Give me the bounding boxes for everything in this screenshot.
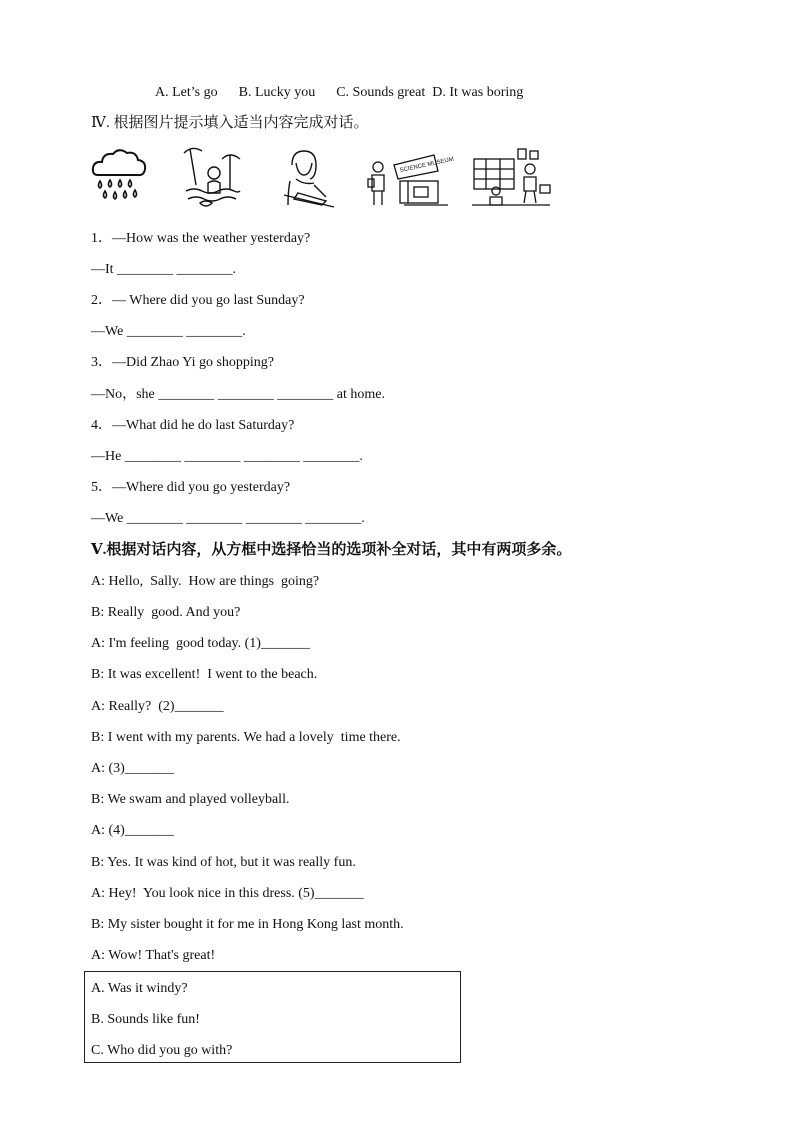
option-c: C. Who did you go with? [91, 1043, 233, 1058]
dialogue-line-6: B: I went with my parents. We had a lovely time there. [91, 730, 401, 745]
dialogue-line-5[interactable]: A: Really? (2)_______ [91, 699, 224, 714]
dialogue-line-12: B: My sister bought it for me in Hong Kong last month. [91, 917, 404, 932]
dialogue-line-2: B: Really good. And you? [91, 605, 241, 620]
rain-cloud-icon [88, 145, 150, 207]
q2-question: 2．— Where did you go last Sunday? [91, 293, 305, 308]
option-a: A. Was it windy? [91, 981, 188, 996]
q1-answer[interactable]: —It ________ ________. [91, 262, 237, 277]
answer-options-box [84, 971, 461, 1063]
previous-options-line: A. Let’s go B. Lucky you C. Sounds great D. It was boring [155, 85, 524, 100]
q4-answer[interactable]: —He ________ ________ ________ ________. [91, 449, 363, 464]
section-4-heading: Ⅳ. 根据图片提示填入适当内容完成对话。 [91, 115, 369, 131]
science-museum-icon [364, 145, 454, 211]
q5-answer[interactable]: —We ________ ________ ________ ________. [91, 511, 365, 526]
dialogue-line-7[interactable]: A: (3)_______ [91, 761, 174, 776]
option-b: B. Sounds like fun! [91, 1012, 200, 1027]
q3-question: 3．—Did Zhao Yi go shopping? [91, 355, 275, 370]
dialogue-line-13: A: Wow! That's great! [91, 948, 216, 963]
dialogue-line-4: B: It was excellent! I went to the beach. [91, 667, 318, 682]
q2-answer[interactable]: —We ________ ________. [91, 324, 246, 339]
dialogue-line-3[interactable]: A: I'm feeling good today. (1)_______ [91, 636, 310, 651]
dialogue-line-1: A: Hello, Sally. How are things going? [91, 574, 320, 589]
dialogue-line-9[interactable]: A: (4)_______ [91, 823, 174, 838]
museum-sign-text: SCIENCE MUSEUM [399, 156, 454, 174]
shop-icon [472, 145, 552, 207]
beach-icon [182, 145, 244, 211]
dialogue-line-11[interactable]: A: Hey! You look nice in this dress. (5)_______ [91, 886, 364, 901]
q5-question: 5．—Where did you go yesterday? [91, 480, 291, 495]
picture-prompts [84, 145, 564, 215]
section-5-heading: Ⅴ.根据对话内容，从方框中选择恰当的选项补全对话，其中有两项多余。 [91, 542, 572, 558]
q3-answer[interactable]: —No，she ________ ________ ________ at home. [91, 387, 385, 402]
dialogue-line-8: B: We swam and played volleyball. [91, 792, 290, 807]
q4-question: 4．—What did he do last Saturday? [91, 418, 295, 433]
girl-writing-icon [274, 145, 340, 211]
q1-question: 1．—How was the weather yesterday? [91, 231, 311, 246]
dialogue-line-10: B: Yes. It was kind of hot, but it was really fun. [91, 855, 356, 870]
